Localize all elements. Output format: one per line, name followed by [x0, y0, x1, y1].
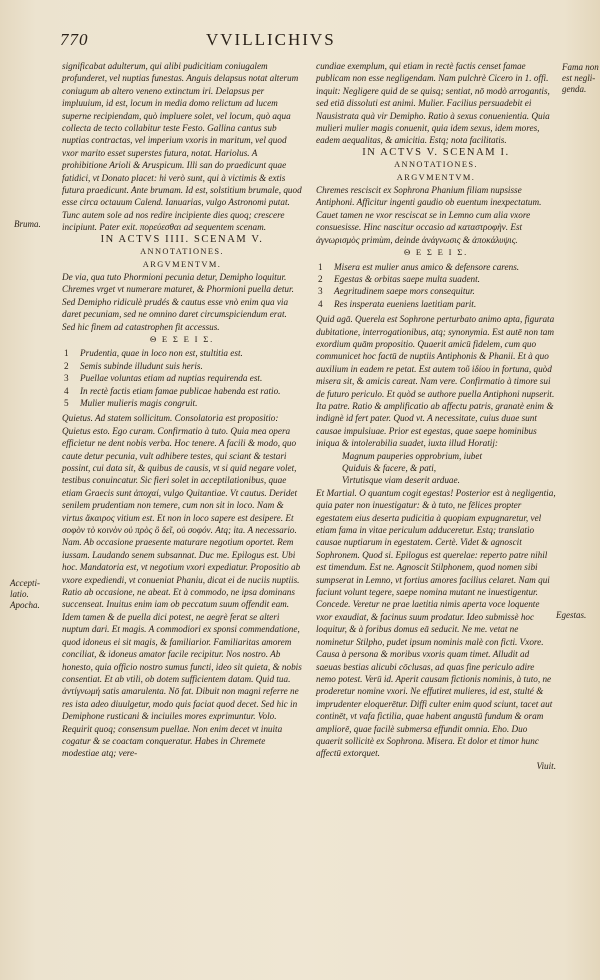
margin-note-text: Egestas.: [556, 610, 587, 620]
horace-quote: [316, 450, 556, 487]
right-intro-text: cundiae exemplum, qui etiam in rectè factis censet famae publicam non esse negligendam. Nam pulchrè Cicero in 1. offi. inquit: Negligere quid de se quisq; sentiat, nō modò arrogantis, sed etiā dissoluti est animi. Mulier. Facilius persuadebit ei Nausistrata quà vir Demipho. Ratio à sexus conuenientia. Quia mulieri mulier magis conuenit, quia idem sexus, idem mores, eadem aequalitas, & amicitia. Estq; nota facilitatis.: [316, 61, 550, 146]
thesis-item: [62, 372, 302, 384]
left-theseis-label: Θ Ε Σ Ε Ι Σ.: [149, 333, 215, 344]
margin-note-fama: [562, 62, 600, 95]
thesis-number: 3: [64, 373, 69, 384]
margin-note-egestas: [556, 610, 586, 621]
thesis-item: [316, 298, 556, 310]
right-scene-title: IN ACTVS V. SCENAM I.: [362, 146, 510, 158]
right-theseis-label: Θ Ε Σ Ε Ι Σ.: [403, 247, 469, 258]
catchword: Viuit.: [536, 760, 556, 771]
thesis-text: Mulier mulieris magis congruit.: [80, 397, 198, 408]
page-number: 770: [60, 30, 89, 49]
thesis-number: 1: [64, 348, 69, 359]
left-scene-title: IN ACTVS IIII. SCENAM V.: [100, 233, 264, 245]
quote-line: Quiduis & facere, & pati,: [342, 463, 437, 473]
thesis-text: In rectè factis etiam famae publicae habenda est ratio.: [80, 385, 281, 396]
margin-note-text: est negli-: [562, 73, 596, 83]
left-intro-text: significabat adulterum, qui alibi pudicitiam coniugalem profunderet, vel nuptias funestas. Anguis delapsus notat alterum coniugum ab altero veneno extinctum iri. Delapsus per impluuium, id est, locum in media domo relictum ad lucem superne recipiendam, quò impluere solet, vel locum, quò aqua collecta de tecto collabitur teste Festo. Gallina cantus sub nuptias contractas, vel imperium vxoris in maritum, vel quod vxor marito esset superstes futura, notat. Hariolus. A prohibitione Arioli & Aruspicum. Illi san do praedicunt quae fatidici, vt Donato placet: hi verò sunt, qui à victimis & extis futura praedicunt. Ante brumam. Id est, solstitium brumale, quod esse circa octauum Calend. Ianuarias, vulgo Astronomi putat. Tunc autem sole ad nos redire incipiente dies quoq; crescere incipiunt. Pater exit. πορεύεσθαι ad sequentem scenam.: [62, 61, 302, 233]
left-argumentum-text: De via, qua tuto Phormioni pecunia detur, Demipho loquitur. Chremes vrget vt numerare maturet, & Phormioni puella detur. Sed Demipho ridiculè prudés & cautus esse vnò enim qua via daret pecuniam, sed ne omnino daret circumspiciendum erat. Sed hic finem ad catastrophen fit accessus.: [62, 271, 294, 332]
margin-note-text: Apocha.: [10, 600, 40, 610]
right-commentary-text-2: Et Martial. O quantum cogit egestas! Posterior est à negligentia, quia pater non inuestigatur: & à tuto, ne fēlices propter egestatem eius deserta pudicitia à quopiam expugnaretur, vel etiam fama in vitae periculum adduceretur. Estq; translatio causae nuptiarum in egestatem. Certè. Videt & agnoscit Sophronem. Quod si. Epilogus est querelae: reperto patre nihil est timendum. Est ne. Agnoscit Stilphonem, quod nomen sibi sumpserat in Lemno, vt fortius amores facilius celaret. Nam qui faciunt volunt tegere, saepe nomina mutant ne inuestigentur. Concede. Veretur ne prae laetitia nimis aperta voce loquente vxor exaudiat, & facinus suum prodatur. Ideo submissè hoc loquitur, & à foribus domus eā seducit. Ne me. vetat ne nominetur Stilpho, pudet ipsum nominis malè con ficti. Vxore. Causa à persona & moribus vxoris quam timet. Alludit ad saeuas bestias alicubi cōclusas, ad quas fine periculo adire nemo potest. Verū id. Aperit causam fictionis nominis, à tuto, ne proderetur nomine vxori. Ne effutiret mulieres, id est, stulté & imprudenter eloquerētur. Diffi culter enim quod sciunt, tacet aut continēt, vt vafa fictilia, quae habent angustū fundum & oram ampliorē, quae facilè submersa effundit omnia. Eho. Duo quaerit sollicitè ex Sophrona. Misera. Et dolor et timor hunc affectū extorquet.: [316, 487, 556, 759]
thesis-text: Semis subinde illudunt suis heris.: [80, 360, 203, 371]
left-annotations-label: ANNOTATIONES.: [140, 247, 224, 257]
thesis-number: 5: [64, 397, 69, 408]
left-commentary-text: Quietus. Ad statem sollicitum. Consolatoria est propositio: Quietus esto. Ego curam. Confirmatio à tuto. Quia mea opera efficietur ne dent nobis verba. Hoc tenere. A facili & modo, quo caute detur pecunia, vult adhibere testes, qui sciant & testari possint, cui data sit, & quibus de causis, vt si quid negare volet, testibus conuincatur. Sic fieri solet in acceptilationibus, quae etiam Graecis sunt ἀποχαί, vulgo Quitantiae. Vt cautus. Deridet senilem prudentiam non temere, cum non sit in loco. Nam & virtus ἄκαιρος vitium est. Et non in loco sapere est desipere. Et σοφὸν τὸ κοινὸν οὐ πρὸς ὃ δεῖ, οὐ σοφόν. Atq; ita. A necessario. Nam. Ab occasione praesente maturare negotium oportet. Rem iussam. Laudando senem subsannat. Duc me. Epilogus est. Ubi hoc. Mandatoria est, vt negotium vxori expediatur. Propositio ab vxore expediendi, vt conueniat Phaniu, dicat ei de nuciis nuptiis. Ratio ab occasione, ne abeat. Et à commodo, ne ipsa dominans succenseat. Inuitus enim iam ob peccatum suum offendit eam. Idem tamen & de puella dici potest, ne aegrè ferat se alteri nuptum dari. Et magis. A commodiori ex sponsi commendatione, quod idoneus ei sit magis, & familiarior. Familiaritas amorem conciliat, & idoneus amator facile recipitur. Nos nostro. Ab honesto, quia officio nostro sumus functi, ideo sit quieta, & nobis consentiat. Et ab vtili, ob dotem sufficientem datam. Quid tua. ἀντίγνωμή satis amarulenta. Nō fat. Dibuit non magni referre ne res ista adeo diuulgetur, modo quis faciat quod decet. Sed hic in Demiphone rusticani & inciuiles mores exprimuntur. Volo. Requirit quoq; consensum puellae. Non enim decet vt inuita cogatur & se coactam conqueratur. Habes in Chremete modestiae atq; vere-: [62, 413, 302, 759]
margin-note-text: latio.: [10, 589, 29, 599]
thesis-number: 1: [318, 261, 323, 272]
thesis-text: Prudentia, quae in loco non est, stultitia est.: [80, 348, 243, 359]
right-column: [316, 60, 556, 772]
thesis-number: 3: [318, 286, 323, 297]
thesis-number: 2: [64, 360, 69, 371]
right-commentary-text: Quid agā. Querela est Sophrone perturbato animo apta, figurata dubitatione, interrogationibus, atq; synonymia. Est autē non tam exordium quām propositio. Quaerit amicū fidelem, cum quo communicet hoc factū de nuptiis Antiphonis & Phanii. Et à quo auxilium in eadem re petat. Est autem τοῦ ἰδίου in fortuna, quòd misera sit, & amicis careat. Nam vere. Confirmatio à timore sui de futuro periculo. Et quòd se authore puella Antiphoni nupserit. Ita patre. Ratio & amplificatio ab affectu patris, granatè enim & indignè id fert pater. Quod vt. A necessitate, cuius duae sunt causae impulsiuae. Prior est egestas, quae saepe hominibus iniqua & intolerabilia suadet, iuxta illud Horatij:: [316, 314, 555, 449]
margin-note-text: Accepti-: [10, 578, 40, 588]
right-argumentum-label: ARGVMENTVM.: [396, 172, 476, 182]
thesis-item: [316, 261, 556, 273]
thesis-item: [62, 347, 302, 359]
quote-line: Magnum pauperies opprobrium, iubet: [342, 450, 483, 461]
margin-note-text: genda.: [562, 84, 587, 94]
thesis-text: Puellae voluntas etiam ad nuptias requirenda est.: [80, 373, 263, 384]
thesis-text: Misera est mulier anus amico & defensore carens.: [334, 261, 520, 272]
left-theses-list: [62, 347, 302, 409]
right-annotations-label: ANNOTATIONES.: [394, 160, 478, 170]
thesis-item: [62, 397, 302, 409]
running-title: VVILLICHIVS: [206, 30, 336, 49]
left-column: [62, 60, 302, 760]
right-argumentum-text: Chremes resciscit ex Sophrona Phanium filiam nupsisse Antiphoni. Afficitur ingenti gaudio ob euentum inexpectatum. Cauet tamen ne vxor resciscat se in Lemno cum alia vxore consuesisse. Hinc nascitur occasio ad καταστροφὴν. Est ἀγνωρισμὸς primùm, deinde ἀνάγνωσις & ἀποκάλυψις.: [316, 185, 542, 245]
thesis-text: Res insperata eueniens laetitiam parit.: [334, 298, 477, 309]
thesis-number: 2: [318, 273, 323, 284]
margin-note-bruma: [14, 219, 41, 230]
thesis-number: 4: [318, 298, 323, 309]
page-header: [0, 30, 600, 52]
thesis-text: Aegritudinem saepe mors consequitur.: [334, 286, 475, 297]
thesis-item: [62, 385, 302, 397]
quote-line: Virtutisque viam deserit arduae.: [342, 475, 460, 486]
margin-note-text: Fama non: [562, 62, 599, 72]
margin-note-text: Bruma.: [14, 219, 41, 229]
left-argumentum-label: ARGVMENTVM.: [142, 259, 222, 269]
thesis-item: [316, 273, 556, 285]
thesis-text: Egestas & orbitas saepe multa suadent.: [334, 273, 480, 284]
thesis-number: 4: [64, 385, 69, 396]
thesis-item: [316, 285, 556, 297]
margin-note-acceptilatio: [10, 578, 58, 611]
right-theses-list: [316, 261, 556, 311]
thesis-item: [62, 360, 302, 372]
